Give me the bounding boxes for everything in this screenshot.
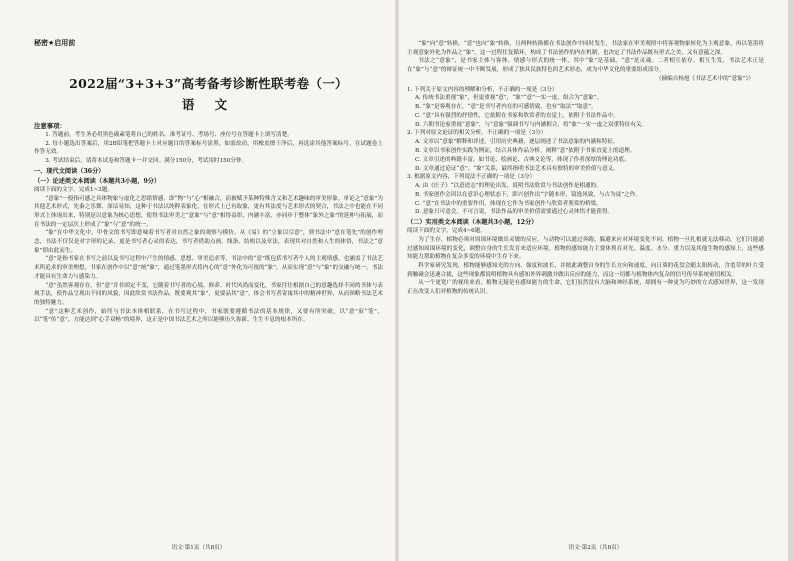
answer-option: C. “意”在书法中的重要作用，体现在它作为书家创作与欣赏者鉴赏的桥梁。 xyxy=(415,200,602,207)
answer-option: A. 文章以“意象”解释和评述，引用历史典籍，逐层阐述了书法意象的内涵和特征。 xyxy=(415,139,619,146)
answer-option: B. “象”是客观存在，“意”是书写者内在的可感情致，也有“取法”“取意”。 xyxy=(415,104,597,111)
passage-paragraph: 为了生存，植物必须对周围环境做出灵敏的反应。与动物可以通过奔跑、躲避来应对环境变化不同，植物一旦扎根就无法移动，它们只能通过感知周围环境的变化，调整自身的生长发育来适应环境。植物的感知能力主要体现在对光、温度、水分、重力以及其他生物的感知上，这些感知能力帮助植物在复杂多变的环境中生存下来。 xyxy=(407,236,764,261)
passage-paragraph: “意”是指书家在书写之前以及书写过程中产生的情感、思想、审美追求等，书法中的“意”既包括书写者个人的主观情感，也涵盖了书法艺术所追求的审美理想，书家在创作中以“意”统“象”，通过笔墨形式将内心的“意”外化为可视的“象”，从而实现“意”与“象”的交融与统一，书法才能具有生命力与感染力。 xyxy=(34,256,383,280)
passage-paragraph: “意”虽然客观存在，但“意”并非固定不变，它随着书写者的心境、修养、时代风尚而变化，书家往往根据自己的意趣选择不同的书体与表现手法，使作品呈现出不同的风貌，因此欣赏书法作品，既要观其“象”，更要品其“意”，体会书写者寄寓其中的精神世界，从而领略书法艺术的独特魅力。 xyxy=(34,282,383,306)
passage-paragraph: “意象”一般指可感之具体物象与虚化之思绪情感，即“物”与“心”相融合，而被赋予某种特殊含义和艺术趣味的审美形象。单论之“意象”为其他艺术形式，先秦之乐舞、深谙易知，这种于书法以纯粹表象化，在形式上已有取象，更有其法度与艺术形式的契合，书法之中也能在不同形式上体现出来，特别是以意象为核心思想，使得书法审美之“意象”与“意”相得益彰，内涵丰富，亦同步于整体“象外之象”的延伸与拓展，而在书法的一定层次上形成了“象”与“意”的统一。 xyxy=(34,195,383,228)
subject-title: 语 文 xyxy=(181,97,236,112)
notice-heading: 注意事项： xyxy=(34,122,66,130)
passage-paragraph: “象”向“意”转换，“意”也向“象”转换，且两种转换都在书法创作中同时发生，书法家在审美观照中将客观物象转化为主观意象，再以笔墨将主观意象外化为作品之“象”，这一过程往复循环，构成了书法创作的内在机制，也决定了书法作品既有形式之美，又有意蕴之深。 xyxy=(407,41,764,56)
section-heading: 一、现代文阅读（36分） xyxy=(34,167,105,175)
question-stem: 2. 下列对原文论证的相关分析，不正确的一项是（3分） xyxy=(407,130,547,137)
answer-option: D. 意象只可意会，不可言说，书法作品的审美价值需要通过心灵体悟才能获得。 xyxy=(415,209,614,216)
question-stem: 3. 根据原文内容，下列说法不正确的一项是（3分） xyxy=(407,174,536,181)
answer-option: D. 六朝书论家重视“意象”，与“意象”强调书写与内涵相合，将“象”一实一虚之双重特征有关。 xyxy=(415,121,647,128)
passage-paragraph: “象”在中华文化中，甲骨文的书写即意味着书写者对自然之象的观察与模仿。从《易》的“立象以尽意”，到书法中“意在笔先”的创作理念，书法不仅仅是对字形的记录，更是书写者心灵的表达，书写者借助点画、线条、结构以及章法，表现其对自然和人生的体悟，书法之“意象”即由此而生。 xyxy=(34,230,383,254)
answer-option: A. 传统书法重视“象”，但更重视“意”，“象”“意”一实一虚，组合为“意象”。 xyxy=(415,95,603,102)
reading-instruction: 阅读下面的文字，完成4~6题。 xyxy=(407,228,486,235)
answer-option: C. “意”具有强烈的抒情性，它依附在书家和欣赏者的直觉上，依附于书法作品中。 xyxy=(415,112,619,119)
passage-paragraph: 书法之“意象”，是书家主体与客体、情感与形式的统一体，其中“象”是基础，“意”是灵魂，二者相互依存、相互生发，书法艺术正是在“象”与“意”的辩证统一中不断发展，形成了独具民族特色的艺术形态，成为中华文化的重要组成部分。 xyxy=(407,58,764,74)
answer-option: D. 文章通过论证“意”、“象”关系，最终指明书法艺术具有独特的审美价值与意义。 xyxy=(415,165,619,172)
passage-paragraph: 从一个更宽广的视角来看，植物无疑是有感知能力的生命，它们虽然没有大脑和神经系统，却拥有一种更为巧妙的方式感知世界，这一发现正在改变人们对植物的传统认识。 xyxy=(407,280,764,296)
subsection-heading: （一）论述类文本阅读（本题共3小题，9分） xyxy=(34,177,161,185)
question-stem: 1. 下列关于原文内容的理解和分析，不正确的一项是（3分） xyxy=(407,86,558,93)
passage-source: （摘编自杨旭《书法艺术中的“意象”》） xyxy=(655,75,754,82)
notice-item: 3. 考试结束后，请将本试卷和答题卡一并交回。满分150分，考试用时150分钟。 xyxy=(45,158,248,165)
answer-option: B. 文章以书家创作实践为例证，结合具体作品分析，阐释“意”依附于书家直觉上的道理。 xyxy=(415,147,636,154)
subsection-heading: （二）实用类文本阅读（本题共3小题，12分） xyxy=(407,219,538,227)
exam-title: 2022届“3+3+3”高考备考诊断性联考卷（一） xyxy=(69,76,348,91)
answer-option: C. 文章引述的典籍丰富，如书论、绘画论、古典文论等，体现了作者深厚的理论功底。 xyxy=(415,156,630,163)
passage-paragraph: “意”这种艺术创作，始终与书法本体相联系，在书写过程中，书家既要遵循书法的基本规律，又要有所突破，以“意”驭“笔”，以“笔”传“意”，方能达到“心手双畅”的境界，这正是中国书法艺术之所以能够历久弥新、生生不息的根本所在。 xyxy=(34,308,383,324)
reading-instruction: 阅读下面的文字，完成1~3题。 xyxy=(34,186,113,193)
answer-option: A. 由《庄子》“以意逆志”的理论出发，说明书法欣赏与书法创作是相通的。 xyxy=(415,183,602,189)
notice-item: 2. 每小题选出答案后，用2B铅笔把答题卡上对应题目的答案标号涂黑。如需改动，用橡皮擦干净后，再选涂其他答案标号。在试题卷上作答无效。 xyxy=(34,140,383,156)
notice-item: 1. 答题前，考生务必用黑色碳素笔将自己的姓名、准考证号、考场号、座位号在答题卡上填写清楚。 xyxy=(45,132,293,138)
right-page xyxy=(397,0,794,561)
answer-option: B. 书家创作会因以在意识心理状态下，即兴创作出“字随本形，镜逸风致，与古为徒”之作。 xyxy=(415,191,641,198)
secret-label: 秘密★启用前 xyxy=(34,39,76,47)
page-number: 语文·第1页（共8页） xyxy=(171,545,226,551)
page-number: 语文·第2页（共8页） xyxy=(568,545,623,551)
passage-paragraph: 科学家研究发现，植物能够感知光的方向、强度和波长，并据此调整自身的生长方向和速度。向日葵的花盘会随太阳转动，含羞草的叶片受到触碰会迅速合拢，这些现象都说明植物具有感知外界刺激并做出反应的能力，而这一切都与植物体内复杂的信号传导系统密切相关。 xyxy=(407,263,764,278)
